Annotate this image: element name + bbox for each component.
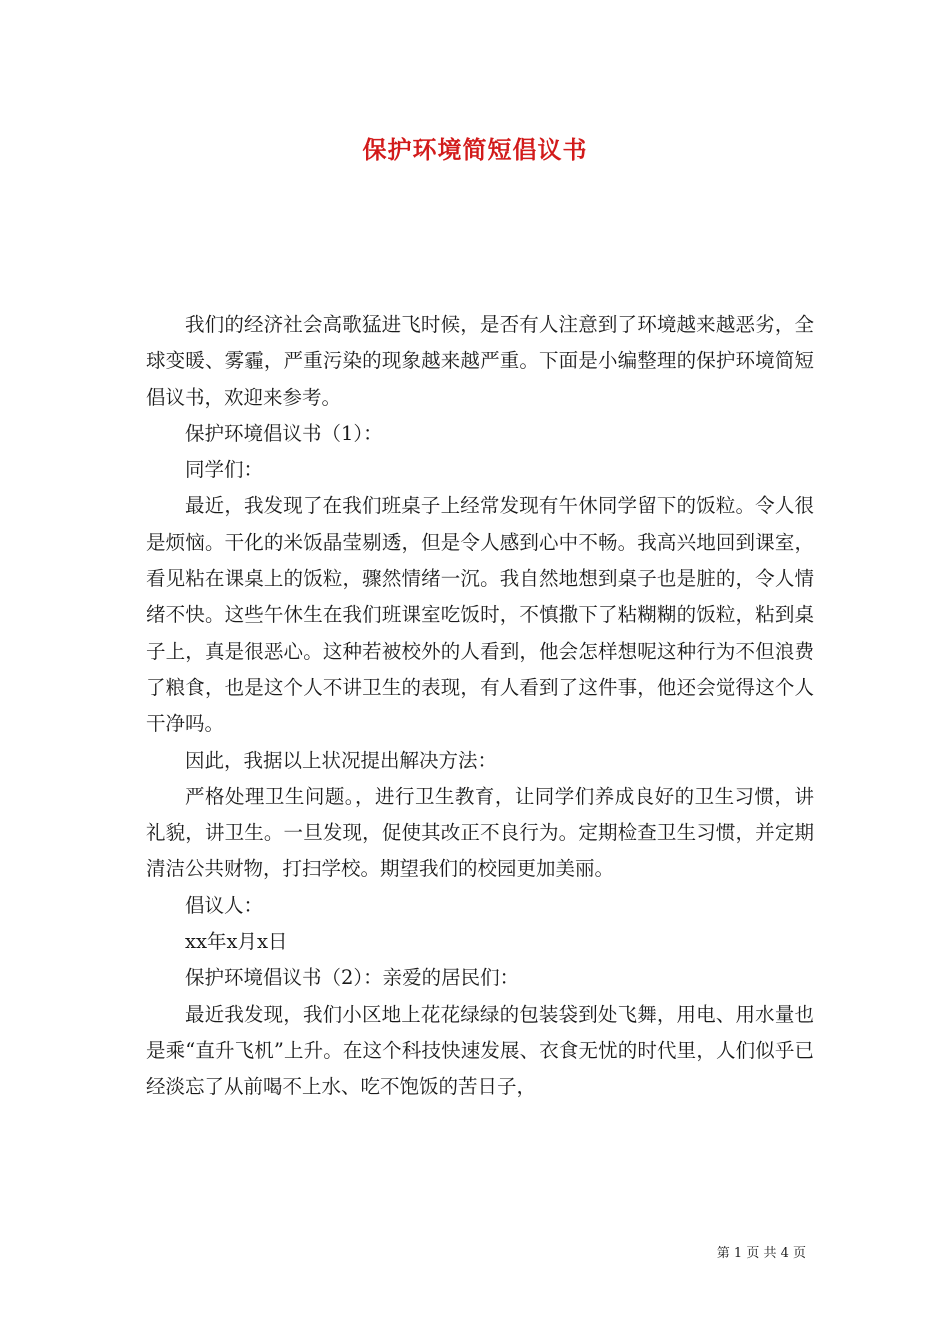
paragraph-date: xx年x月x日 (185, 930, 288, 954)
paragraph-proposal: 严格处理卫生问题。，进行卫生教育，让同学们养成良好的卫生习惯，讲礼貌，讲卫生。一旦发现，促使其改正不良行为。定期检查卫生习惯，并定期清洁公共财物，打扫学校。期望我们的校园更加美丽。 (146, 784, 814, 881)
paragraph-signatory: 倡议人： (185, 893, 264, 917)
paragraph-salutation-1: 同学们： (185, 458, 264, 482)
paragraph-heading-1: 保护环境倡议书（1）： (185, 421, 383, 445)
document-title: 保护环境简短倡议书 (362, 135, 588, 164)
paragraph-intro: 我们的经济社会高歌猛进飞时候，是否有人注意到了环境越来越恶劣，全球变暖、雾霾，严重污染的现象越来越严重。下面是小编整理的保护环境简短倡议书，欢迎来参考。 (146, 313, 814, 409)
paragraph-proposal-lead: 因此，我据以上状况提出解决方法： (185, 748, 498, 772)
paragraph-body-2: 最近我发现，我们小区地上花花绿绿的包装袋到处飞舞，用电、用水量也是乘“直升飞机”上升。在这个科技快速发展、衣食无忧的时代里，人们似乎已经淡忘了从前喝不上水、吃不饱饭的苦日子， (146, 1002, 814, 1099)
document-body (146, 307, 814, 1106)
page-number-footer: 第 1 页 共 4 页 (716, 1246, 806, 1261)
paragraph-heading-2: 保护环境倡议书（2）：亲爱的居民们： (185, 966, 520, 990)
paragraph-body-1: 最近，我发现了在我们班桌子上经常发现有午休同学留下的饭粒。令人很是烦恼。干化的米饭晶莹剔透，但是令人感到心中不畅。我高兴地回到课室，看见粘在课桌上的饭粒，骤然情绪一沉。我自然地想到桌子也是脏的，令人情绪不快。这些午休生在我们班课室吃饭时，不慎撒下了粘糊糊的饭粒，粘到桌子上，真是很恶心。这种若被校外的人看到，他会怎样想呢这种行为不但浪费了粮食，也是这个人不讲卫生的表现，有人看到了这件事，他还会觉得这个人干净吗。 (146, 494, 814, 736)
